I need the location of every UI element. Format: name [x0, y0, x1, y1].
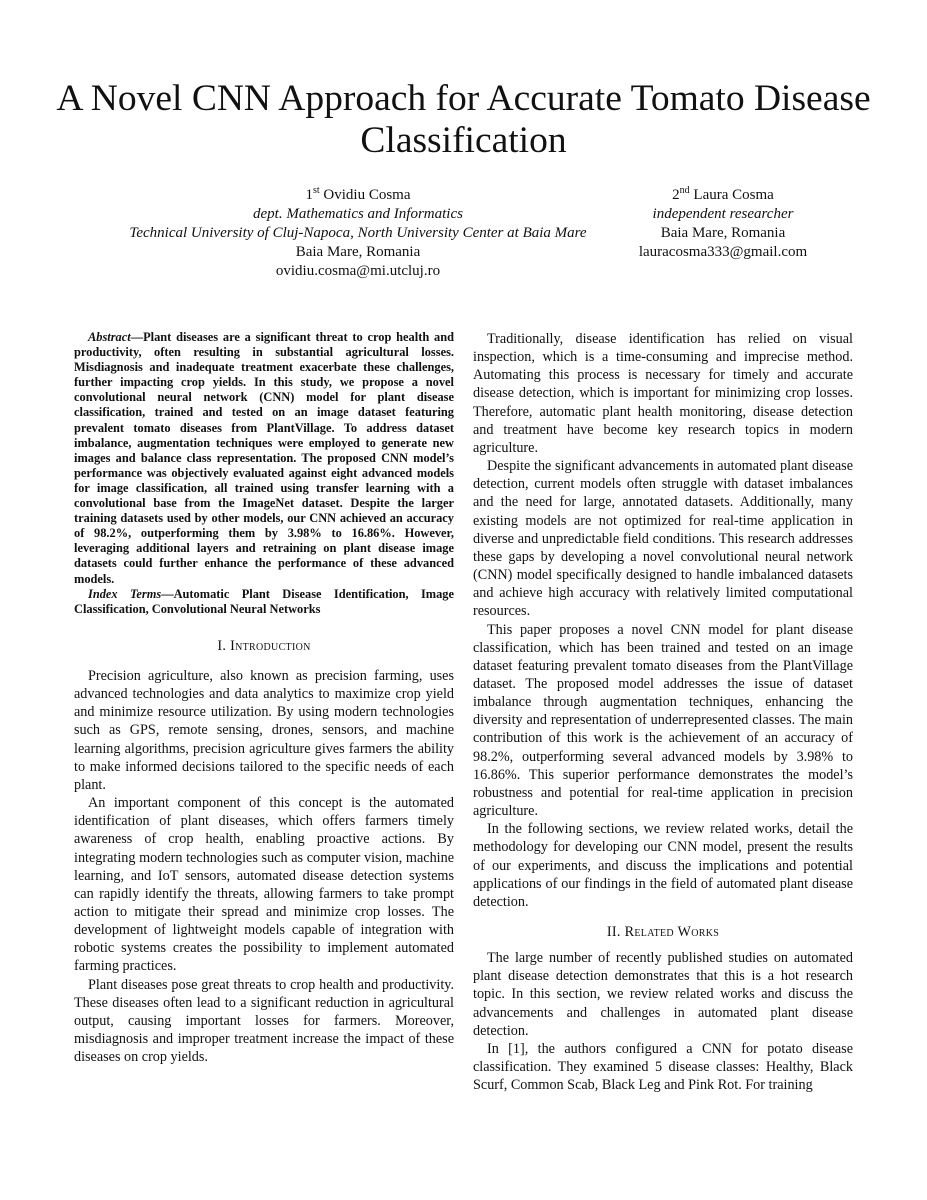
author-1 — [110, 181, 606, 281]
paragraph: The large number of recently published studies on automated plant disease detection demonstrates that this is a hot research topic. In this section, we review related works and discuss the advancements and challenges in automated plant disease detection. — [473, 950, 853, 1039]
paragraph: Despite the significant advancements in automated plant disease detection, current models often struggle with dataset imbalances and the need for large, annotated datasets. Additionally, many existing models are not optimized for real-time application in diverse and unpredictable field conditions. This research addresses these gaps by developing a novel convolutional neural network (CNN) model specifically designed to handle imbalanced datasets and achieve high accuracy with relatively limited computational resources. — [473, 458, 853, 620]
abstract-text: Plant diseases are a significant threat to crop health and productivity, often resulting in substantial agricultural losses. Misdiagnosis and inadequate treatment exacerbate these challenges, further impacting crop yields. In this study, we propose a novel convolutional neural network (CNN) model for plant disease classification, trained and tested on an image dataset featuring prevalent tomato diseases from PlantVillage. To address dataset imbalance, augmentation techniques were employed to generate new images and balance class representation. The proposed CNN model’s performance was objectively evaluated against eight advanced models for image classification, all trained using transfer learning with a convolutional base from the ImageNet dataset. Despite the larger training datasets used by other models, our CNN achieved an accuracy of 98.2%, outperforming them by 3.98% to 16.86%. However, leveraging additional layers and retraining on plant disease image datasets could further enhance the performance of these advanced models. — [74, 330, 454, 586]
author-2-ordinal: 2 — [672, 187, 680, 203]
paragraph: In the following sections, we review related works, detail the methodology for developing our CNN model, present the results of our experiments, and discuss the implications and potential applications of our findings in the field of automated plant disease detection. — [473, 821, 853, 910]
section-title: Introduction — [230, 637, 311, 654]
author-2-city: Baia Mare, Romania — [660, 225, 786, 241]
index-terms-label: Index Terms — [88, 586, 162, 601]
section-heading-introduction — [74, 637, 454, 655]
section-heading-related-works — [473, 923, 853, 941]
abstract-dash: — — [130, 330, 144, 344]
author-1-dept: dept. Mathematics and Informatics — [253, 206, 463, 222]
paragraph: An important component of this concept is the automated identification of plant diseases, which offers farmers timely awareness of crop health, enabling proactive actions. By integrating modern technologies such as computer vision, machine learning, and IoT sensors, automated disease detection systems can rapidly identify the threats, allowing farmers to take prompt action to mitigate their spread and minimize crop losses. The development of lightweight models capable of integration with robotic systems creates the possibility to implement automated farming practices. — [74, 795, 454, 975]
left-column — [74, 330, 454, 1066]
author-2-name: Laura Cosma — [693, 187, 774, 203]
author-2-dept: independent researcher — [652, 206, 794, 222]
index-terms-text: Automatic Plant Disease Identification, Image Classification, Convolutional Neural Networks — [74, 586, 455, 616]
author-1-city: Baia Mare, Romania — [295, 244, 421, 260]
section-title: Related Works — [624, 924, 720, 940]
author-1-ordinal: 1 — [305, 187, 313, 203]
author-1-affiliation: Technical University of Cluj-Napoca, North University Center at Baia Mare — [129, 225, 587, 241]
right-column — [473, 330, 853, 1094]
paragraph: Precision agriculture, also known as precision farming, uses advanced technologies and data analytics to maximize crop yield and minimize resource utilization. By using modern technologies such as GPS, remote sensing, drones, sensors, and machine learning algorithms, precision agriculture gives farmers the ability to make informed decisions tailored to the specific needs of each plant. — [74, 667, 454, 793]
paragraph: In [1], the authors configured a CNN for potato disease classification. They examined 5 disease classes: Healthy, Black Scurf, Common Scab, Black Leg and Pink Rot. For training — [473, 1040, 853, 1094]
section-number: I. — [217, 637, 231, 654]
index-terms-dash: — — [161, 586, 174, 601]
author-1-name: Ovidiu Cosma — [323, 187, 411, 203]
author-1-name-line — [110, 181, 606, 205]
abstract-label: Abstract — [88, 330, 131, 344]
author-1-email: ovidiu.cosma@mi.utcluj.ro — [275, 263, 441, 279]
author-2-ordinal-suffix: nd — [679, 185, 690, 196]
paragraph: Traditionally, disease identification has relied on visual inspection, which is a time-consuming and imprecise method. Automating this process is necessary for timely and accurate disease detection, which is important for minimizing crop losses. Therefore, automatic plant health monitoring, disease detection and treatment have become key research topics in modern agriculture. — [473, 331, 853, 456]
paper-title: A Novel CNN Approach for Accurate Tomato Disease Classification — [56, 78, 871, 161]
index-terms — [74, 587, 454, 617]
section-number: II. — [606, 924, 625, 940]
paragraph: This paper proposes a novel CNN model for plant disease classification, which has been trained and tested on an image dataset featuring prevalent tomato diseases from the PlantVillage dataset. The proposed model addresses the issue of dataset imbalance through augmentation techniques, enhancing the diversity and representation of underrepresented classes. The main contribution of this work is the achievement of an accuracy of 98.2%, outperforming several advanced models by 3.98% to 16.86%. This superior performance demonstrates the model’s robustness and potential for real-time application in precision agriculture. — [473, 621, 853, 820]
author-2 — [618, 181, 828, 262]
paragraph: Plant diseases pose great threats to crop health and productivity. These diseases often lead to a significant reduction in agricultural output, causing important losses for farmers. Moreover, misdiagnosis and improper treatment increase the impact of these diseases on crop yields. — [74, 976, 454, 1066]
author-2-email: lauracosma333@gmail.com — [638, 244, 808, 260]
author-1-ordinal-suffix: st — [312, 185, 320, 196]
author-2-name-line — [618, 181, 828, 205]
abstract — [74, 330, 454, 587]
